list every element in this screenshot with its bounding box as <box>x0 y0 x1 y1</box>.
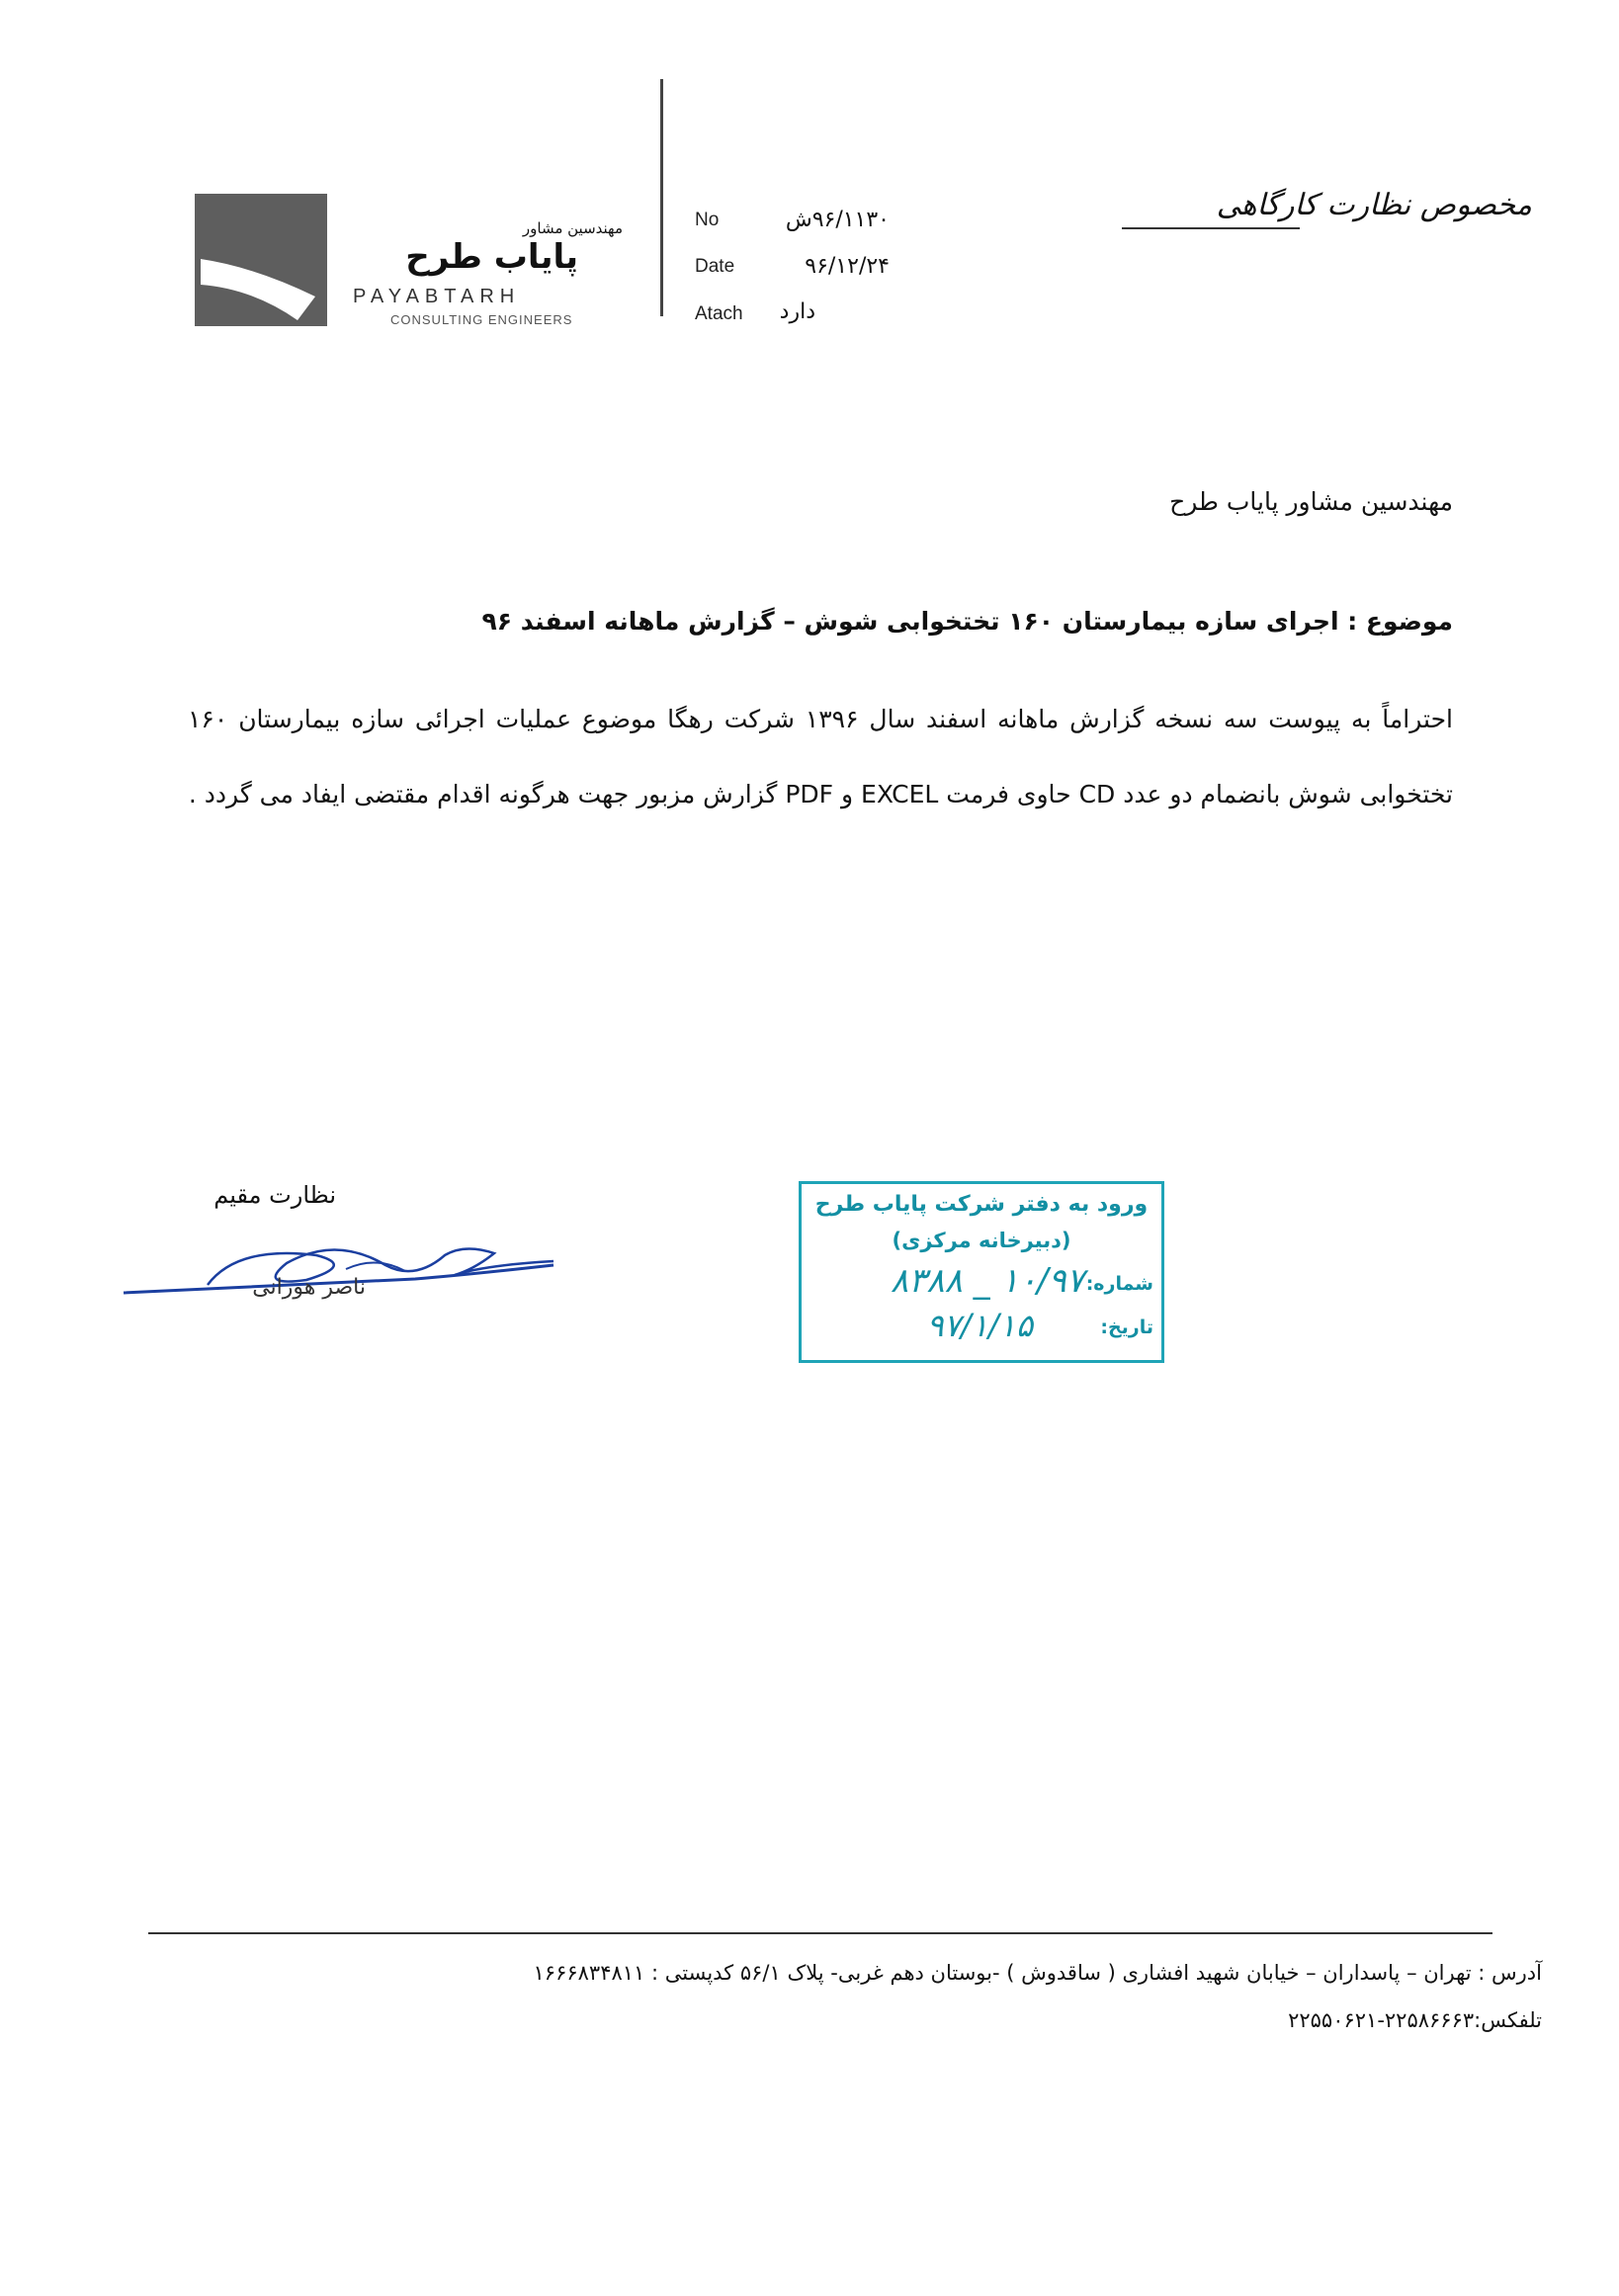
stamp-number-label: شماره: <box>1085 1273 1153 1295</box>
attachment-value: دارد <box>779 299 815 324</box>
logo-subtitle-fa: مهندسین مشاور <box>522 219 623 237</box>
signatory-name: ناصر هورانی <box>252 1275 366 1300</box>
company-logo <box>195 194 327 326</box>
signatory-title: نظارت مقیم <box>213 1181 336 1209</box>
logo-name-fa: پایاب طرح <box>405 237 578 277</box>
classification-note: مخصوص نظارت کارگاهی <box>1216 188 1532 222</box>
stamp-heading: ورود به دفتر شرکت پایاب طرح <box>814 1192 1149 1217</box>
date-label: Date <box>695 256 735 277</box>
stamp-subheading: (دبیرخانه مرکزی) <box>892 1229 1071 1252</box>
logo-name-en: PAYABTARH <box>353 286 521 307</box>
footer-address: آدرس : تهران – پاسداران – خیابان شهید افشاری ( ساقدوش ) -بوستان دهم غربی- پلاک ۵۶/۱ کدپستی : ۱۶۶۶۸۳۴۸۱۱ <box>533 1961 1542 1985</box>
letter-date: ۹۶/۱۲/۲۴ <box>805 254 890 279</box>
classification-underline <box>1122 227 1300 229</box>
header-divider <box>660 79 663 316</box>
footer-phone: تلفکس:۲۲۵۸۶۶۶۳-۲۲۵۵۰۶۲۱ <box>1288 2008 1542 2032</box>
letter-number: ۹۶/۱۱۳۰ش <box>785 208 890 232</box>
recipient: مهندسین مشاور پایاب طرح <box>1169 487 1453 516</box>
subject-line: موضوع : اجرای سازه بیمارستان ۱۶۰ تختخوابی شوش – گزارش ماهانه اسفند ۹۶ <box>481 607 1453 636</box>
stamp-date-value: ۹۷/۱/۱۵ <box>926 1307 1033 1344</box>
handwritten-signature <box>119 1226 573 1315</box>
letter-body: احتراماً به پیوست سه نسخه گزارش ماهانه اسفند سال ۱۳۹۶ شرکت رهگا موضوع عملیات اجرائی سازه بیمارستان ۱۶۰ تختخوابی شوش بانضمام دو عدد CD حاوی فرمت EXCEL و PDF گزارش مزبور جهت هرگونه اقدام مقتضی ایفاد می گردد . <box>188 705 1453 808</box>
stamp-number-value: ۱۰/۹۷ _ ۸۳۸۸ <box>890 1261 1084 1301</box>
received-stamp <box>799 1181 1164 1363</box>
logo-subtitle-en: CONSULTING ENGINEERS <box>390 312 573 327</box>
footer-divider <box>148 1932 1492 1934</box>
number-label: No <box>695 210 720 230</box>
stamp-date-label: تاریخ: <box>1100 1317 1153 1338</box>
attachment-label: Atach <box>695 303 743 324</box>
